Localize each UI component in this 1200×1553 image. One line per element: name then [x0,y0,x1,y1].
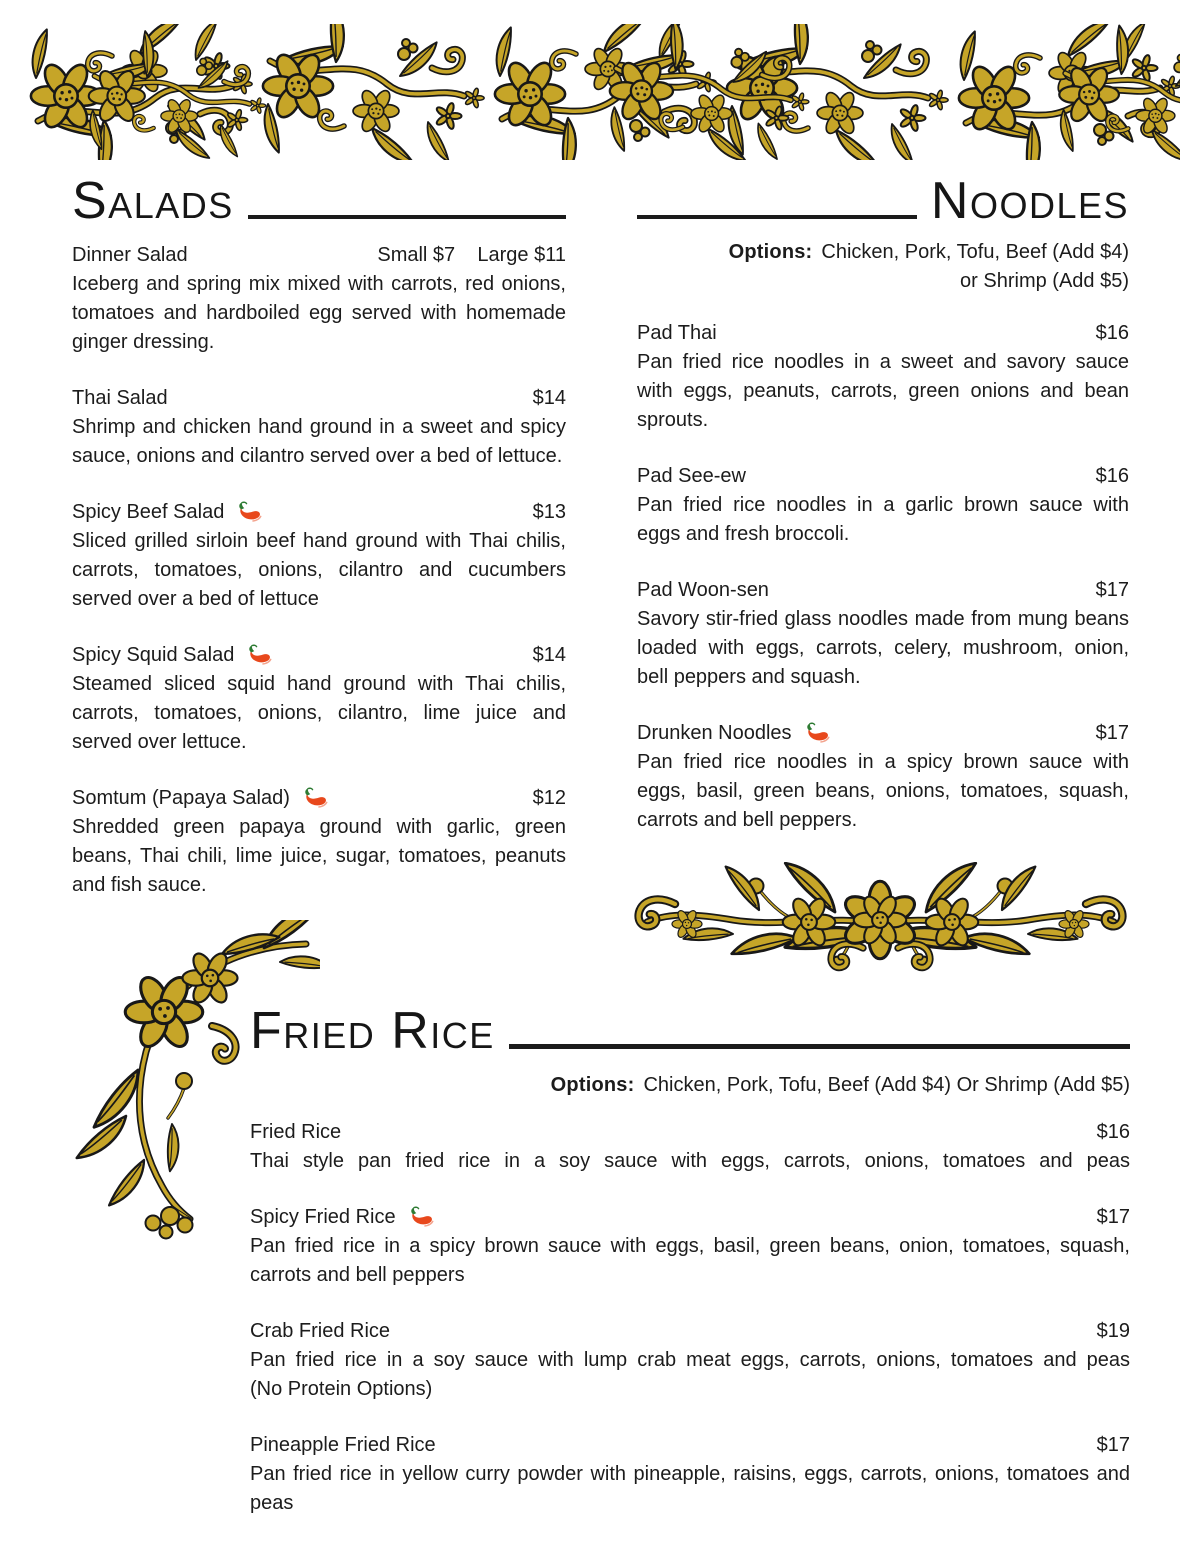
item-name: Fried Rice [250,1121,342,1143]
menu-item [72,641,566,757]
menu-item [72,784,566,900]
menu-item [250,1317,1130,1404]
item-description: Pan fried rice in a spicy brown sauce with eggs, basil, green beans, onion, tomatoes, squash, carrots and bell peppers [250,1235,1130,1286]
item-description: Shrimp and chicken hand ground in a sweet and spicy sauce, onions and cilantro served over a bed of lettuce. [72,416,566,467]
menu-item [250,1431,1130,1518]
item-name: Spicy Fried Rice [250,1203,435,1232]
header-rule [248,215,566,219]
item-description: Steamed sliced squid hand ground with Thai chilis, carrots, tomatoes, onions, cilantro, lime juice and served over lettuce. [72,673,566,753]
options-label: Options: [728,241,813,263]
header-rule [637,215,917,219]
menu-item [72,498,566,614]
menu-item [250,1203,1130,1290]
floral-divider-ornament [628,862,1133,984]
item-description: Sliced grilled sirloin beef hand ground with Thai chilis, carrots, tomatoes, onions, cilantro and cucumbers served over a bed of lettuce [72,530,566,610]
chili-pepper-icon [233,501,263,524]
item-price: $17 [1096,1206,1130,1228]
item-name: Spicy Beef Salad [72,498,263,527]
item-name: Pad See-ew [637,465,746,487]
item-price: $14 [532,644,566,666]
fried-rice-section [250,1002,1130,1518]
item-description: Iceberg and spring mix mixed with carrots, red onions, tomatoes and hardboiled egg served with homemade ginger dressing. [72,273,566,353]
menu-item [72,241,566,357]
item-description: Pan fried rice in yellow curry powder with pineapple, raisins, eggs, carrots, onions, tomatoes and peas [250,1463,1130,1514]
item-name: Pad Thai [637,322,717,344]
item-description: Savory stir-fried glass noodles made from mung beans loaded with eggs, carrots, celery, mushroom, onion, bell peppers and squash. [637,608,1129,688]
item-price: $17 [1095,579,1129,601]
protein-options [637,238,1129,296]
fried-rice-header [250,1002,1130,1060]
menu-item [637,319,1129,435]
item-name: Drunken Noodles [637,719,831,748]
menu-item [250,1118,1130,1176]
item-description: Pan fried rice noodles in a spicy brown sauce with eggs, basil, green beans, onions, tomatoes, squash, carrots and bell peppers. [637,751,1129,831]
item-price: $16 [1096,1121,1130,1143]
item-price: $12 [532,787,566,809]
top-floral-border-ornament [20,24,1180,160]
item-description: Thai style pan fried rice in a soy sauce with eggs, carrots, onions, tomatoes and peas [250,1150,1130,1172]
menu-item [72,384,566,471]
protein-options [250,1071,1130,1100]
item-price: $13 [532,501,566,523]
chili-pepper-icon [243,644,273,667]
item-price: $17 [1096,1434,1130,1456]
salads-section [72,172,566,900]
options-label: Options: [550,1074,635,1096]
item-name: Dinner Salad [72,244,188,266]
chili-pepper-icon [405,1206,435,1229]
options-text: Chicken, Pork, Tofu, Beef (Add $4) [821,241,1129,263]
item-name: Crab Fried Rice [250,1320,391,1342]
item-price: Small $7 Large $11 [377,244,566,266]
item-description: Shredded green papaya ground with garlic, green beans, Thai chili, lime juice, sugar, tomatoes, peanuts and fish sauce. [72,816,566,896]
fried-rice-title: Fried Rice [250,1002,495,1060]
item-description-note: (No Protein Options) [250,1378,433,1400]
item-name: Somtum (Papaya Salad) [72,784,329,813]
item-price: $17 [1095,722,1129,744]
chili-pepper-icon [801,722,831,745]
item-name: Spicy Squid Salad [72,641,273,670]
salads-title: Salads [72,172,234,230]
header-rule [509,1044,1130,1049]
item-description: Pan fried rice in a soy sauce with lump crab meat eggs, carrots, onions, tomatoes and peas [250,1349,1130,1371]
item-price: $14 [532,387,566,409]
item-price: $16 [1095,322,1129,344]
chili-pepper-icon [299,787,329,810]
salads-header [72,172,566,230]
options-text: or Shrimp (Add $5) [960,270,1129,292]
item-name: Pineapple Fried Rice [250,1434,436,1456]
options-text: Chicken, Pork, Tofu, Beef (Add $4) Or Shrimp (Add $5) [643,1074,1130,1096]
noodles-header [637,172,1129,230]
noodles-title: Noodles [930,172,1129,230]
menu-item [637,576,1129,692]
item-price: $16 [1095,465,1129,487]
item-price: $19 [1096,1320,1130,1342]
menu-item [637,462,1129,549]
item-name: Pad Woon-sen [637,579,769,601]
item-description: Pan fried rice noodles in a garlic brown sauce with eggs and fresh broccoli. [637,494,1129,545]
menu-item [637,719,1129,835]
item-name: Thai Salad [72,387,168,409]
noodles-section [637,172,1129,835]
item-description: Pan fried rice noodles in a sweet and savory sauce with eggs, peanuts, carrots, green onions and bean sprouts. [637,351,1129,431]
